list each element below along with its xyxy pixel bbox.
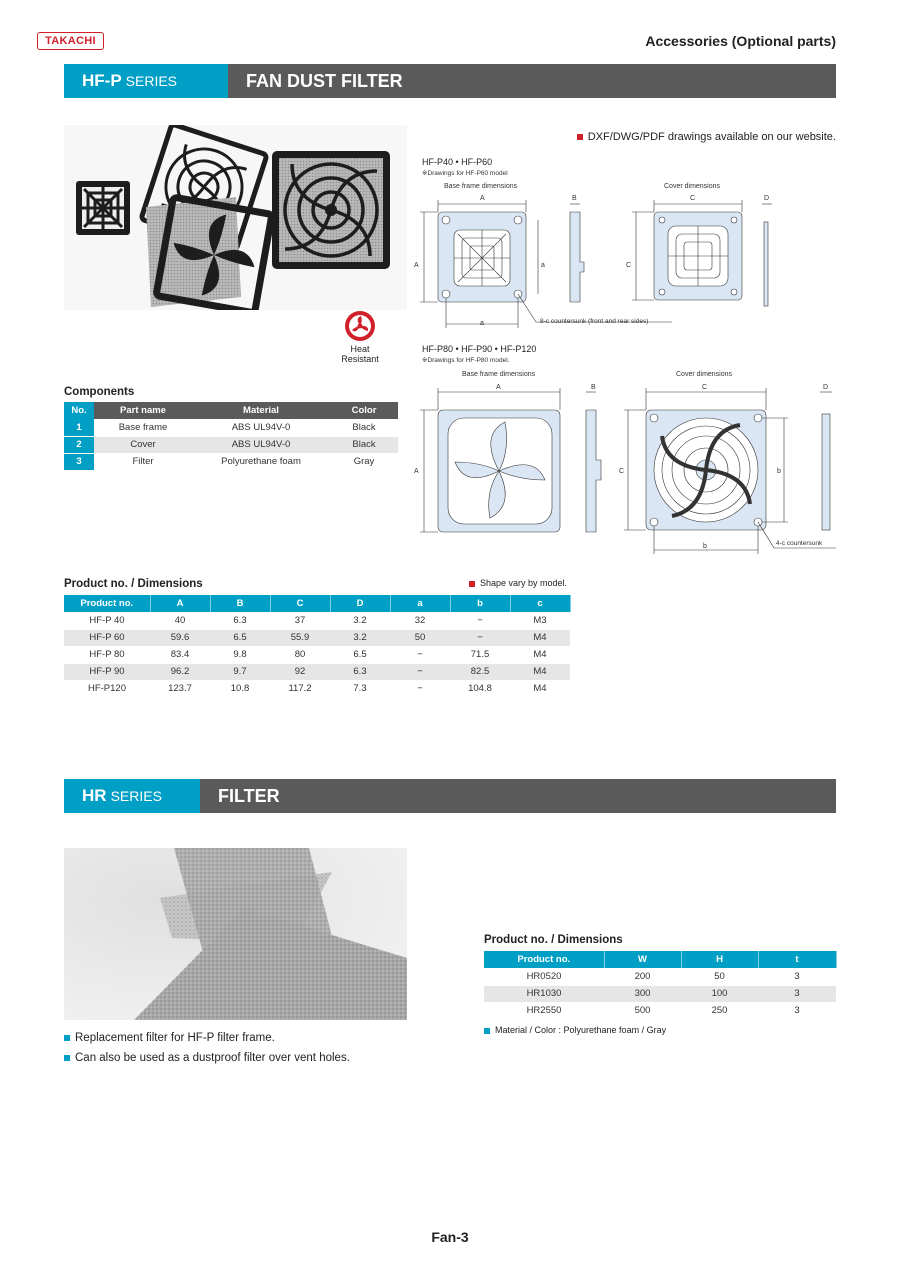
table-cell: 82.5 (450, 663, 510, 680)
table-cell: 50 (681, 968, 758, 985)
drawing1-title: HF-P40 • HF-P60 (422, 157, 493, 167)
d2-b-right: b (777, 468, 781, 475)
hr-bullet-2-text: Can also be used as a dustproof filter over vent holes. (75, 1052, 350, 1064)
table-cell: 123.7 (150, 680, 210, 697)
col-B: B (210, 595, 270, 612)
table-cell: 83.4 (150, 646, 210, 663)
table-cell: Filter (94, 453, 192, 470)
table-cell: HR0520 (484, 968, 604, 985)
table-row (484, 968, 836, 985)
drawing2-diagram (410, 380, 840, 560)
table-cell: 6.5 (210, 629, 270, 646)
website-note-text: DXF/DWG/PDF drawings available on our website. (587, 131, 836, 143)
table-row (484, 985, 836, 1002)
heat-resistant-badge (338, 310, 382, 364)
col-b: b (450, 595, 510, 612)
table-cell: M4 (510, 680, 570, 697)
table-cell: M4 (510, 646, 570, 663)
col-W: W (604, 951, 681, 968)
table-cell: HR1030 (484, 985, 604, 1002)
table-cell: 3 (758, 1002, 836, 1019)
table-cell: − (390, 663, 450, 680)
table-cell: M4 (510, 629, 570, 646)
col-C: C (270, 595, 330, 612)
table-cell: 96.2 (150, 663, 210, 680)
table-cell: 300 (604, 985, 681, 1002)
table-cell: ABS UL94V-0 (192, 419, 330, 436)
d2-C-top: C (702, 384, 708, 391)
table-cell: 50 (390, 629, 450, 646)
d2-B: B (591, 384, 596, 391)
table-cell: 3.2 (330, 629, 390, 646)
hr-series-bar (64, 779, 836, 813)
table-cell: Black (330, 436, 398, 453)
hr-products-heading: Product no. / Dimensions (484, 934, 623, 946)
table-cell: 10.8 (210, 680, 270, 697)
blue-square-icon (64, 1035, 70, 1041)
drawing1-base-label: Base frame dimensions (444, 183, 518, 190)
table-cell: HF-P 60 (64, 629, 150, 646)
page-number: Fan-3 (431, 1229, 469, 1245)
blue-square-icon (484, 1028, 490, 1034)
hr-products-table (484, 951, 837, 1020)
table-cell: 3.2 (330, 612, 390, 629)
col-material: Material (192, 402, 330, 419)
table-cell: 6.5 (330, 646, 390, 663)
table-row (64, 453, 398, 470)
table-cell: 32 (390, 612, 450, 629)
d1-B: B (572, 195, 577, 202)
hfp-products-header-row (64, 595, 570, 612)
red-square-icon (469, 581, 475, 587)
hr-material-note-text: Material / Color : Polyurethane foam / Gray (495, 1025, 667, 1035)
heat-line-1: Heat (350, 344, 370, 354)
brand-name: TAKACHI (45, 35, 96, 47)
d2-C-left: C (619, 468, 625, 475)
table-cell: 200 (604, 968, 681, 985)
table-cell: 92 (270, 663, 330, 680)
d1-C-left: C (626, 262, 632, 269)
hfp-series-tag (64, 64, 228, 98)
d2-b-bottom: b (703, 543, 707, 550)
table-cell: 59.6 (150, 629, 210, 646)
shape-note-text: Shape vary by model. (480, 578, 568, 588)
drawing2-title: HF-P80 • HF-P90 • HF-P120 (422, 344, 537, 354)
table-cell: − (450, 612, 510, 629)
table-cell: 37 (270, 612, 330, 629)
d1-A-top: A (480, 195, 485, 202)
drawing2-cover-label: Cover dimensions (676, 371, 733, 378)
table-cell: ABS UL94V-0 (192, 436, 330, 453)
components-heading: Components (64, 386, 135, 398)
drawing2-note: ※Drawings for HF-P80 model. (422, 357, 510, 364)
table-cell: 104.8 (450, 680, 510, 697)
table-cell: HF-P 40 (64, 612, 150, 629)
drawing1-diagram (410, 192, 790, 332)
hfp-series-word: SERIES (125, 73, 178, 89)
table-cell: HF-P 90 (64, 663, 150, 680)
hr-bullet-1 (64, 1032, 275, 1044)
table-row (484, 1002, 836, 1019)
d1-a-right: a (541, 262, 545, 269)
table-cell: HF-P 80 (64, 646, 150, 663)
table-cell: 100 (681, 985, 758, 1002)
hr-series-code: HR (82, 786, 107, 805)
website-note (577, 131, 836, 143)
section-title: Accessories (Optional parts) (645, 33, 836, 49)
drawing1-note: ※Drawings for HF-P60 model (422, 170, 508, 177)
table-cell: 40 (150, 612, 210, 629)
table-row (64, 436, 398, 453)
components-table (64, 402, 398, 471)
table-cell: HF-P120 (64, 680, 150, 697)
hfp-title: FAN DUST FILTER (246, 70, 403, 91)
hr-bullet-2 (64, 1052, 350, 1064)
brand-logo (37, 32, 104, 50)
table-cell: 3 (758, 985, 836, 1002)
col-product-no: Product no. (484, 951, 604, 968)
d2-countersunk-note: 4-c countersunk (776, 540, 823, 547)
table-cell: 1 (64, 419, 94, 436)
table-cell: 2 (64, 436, 94, 453)
col-part-name: Part name (94, 402, 192, 419)
table-cell: M4 (510, 663, 570, 680)
table-cell: 250 (681, 1002, 758, 1019)
hr-title: FILTER (218, 785, 280, 806)
table-cell: 6.3 (330, 663, 390, 680)
hr-bullet-1-text: Replacement filter for HF-P filter frame. (75, 1032, 275, 1044)
table-cell: − (390, 680, 450, 697)
hr-product-photo (64, 848, 407, 1020)
fan-icon (344, 310, 376, 342)
hfp-series-code: HF-P (82, 71, 122, 90)
col-t: t (758, 951, 836, 968)
table-cell: 117.2 (270, 680, 330, 697)
drawing1-cover-label: Cover dimensions (664, 183, 721, 190)
hfp-products-heading: Product no. / Dimensions (64, 578, 203, 590)
hfp-series-bar (64, 64, 836, 98)
table-row (64, 629, 570, 646)
table-cell: HR2550 (484, 1002, 604, 1019)
table-cell: 7.3 (330, 680, 390, 697)
d1-C-top: C (690, 195, 696, 202)
hr-series-word: SERIES (110, 788, 162, 804)
table-cell: 3 (64, 453, 94, 470)
d2-D: D (823, 384, 829, 391)
col-no: No. (64, 402, 94, 419)
table-cell: 3 (758, 968, 836, 985)
col-H: H (681, 951, 758, 968)
table-cell: 9.8 (210, 646, 270, 663)
table-row (64, 680, 570, 697)
red-square-icon (577, 134, 583, 140)
table-cell: − (390, 646, 450, 663)
d1-D: D (764, 195, 770, 202)
table-cell: Base frame (94, 419, 192, 436)
table-row (64, 419, 398, 436)
table-cell: M3 (510, 612, 570, 629)
table-row (64, 612, 570, 629)
table-row (64, 663, 570, 680)
drawing2-base-label: Base frame dimensions (462, 371, 536, 378)
hfp-products-table (64, 595, 571, 698)
col-D: D (330, 595, 390, 612)
table-cell: 6.3 (210, 612, 270, 629)
table-cell: 500 (604, 1002, 681, 1019)
d2-A-top: A (496, 384, 501, 391)
table-cell: Gray (330, 453, 398, 470)
components-header-row (64, 402, 398, 419)
hfp-product-photo (64, 125, 407, 310)
table-cell: 71.5 (450, 646, 510, 663)
table-cell: Cover (94, 436, 192, 453)
d1-countersunk-note: 8-c countersunk (front and rear sides) (540, 318, 649, 325)
table-cell: 55.9 (270, 629, 330, 646)
d1-A-left: A (414, 262, 419, 269)
table-cell: − (450, 629, 510, 646)
hr-series-tag (64, 779, 200, 813)
col-a: a (390, 595, 450, 612)
col-A: A (150, 595, 210, 612)
heat-line-2: Resistant (341, 354, 379, 364)
table-cell: 9.7 (210, 663, 270, 680)
blue-square-icon (64, 1055, 70, 1061)
table-cell: 80 (270, 646, 330, 663)
hr-products-header-row (484, 951, 836, 968)
shape-note (469, 578, 567, 588)
d2-A-left: A (414, 468, 419, 475)
table-row (64, 646, 570, 663)
col-c: c (510, 595, 570, 612)
d1-a-bottom: a (480, 320, 484, 327)
table-cell: Black (330, 419, 398, 436)
table-cell: Polyurethane foam (192, 453, 330, 470)
col-product-no: Product no. (64, 595, 150, 612)
col-color: Color (330, 402, 398, 419)
hr-material-note (484, 1025, 666, 1035)
